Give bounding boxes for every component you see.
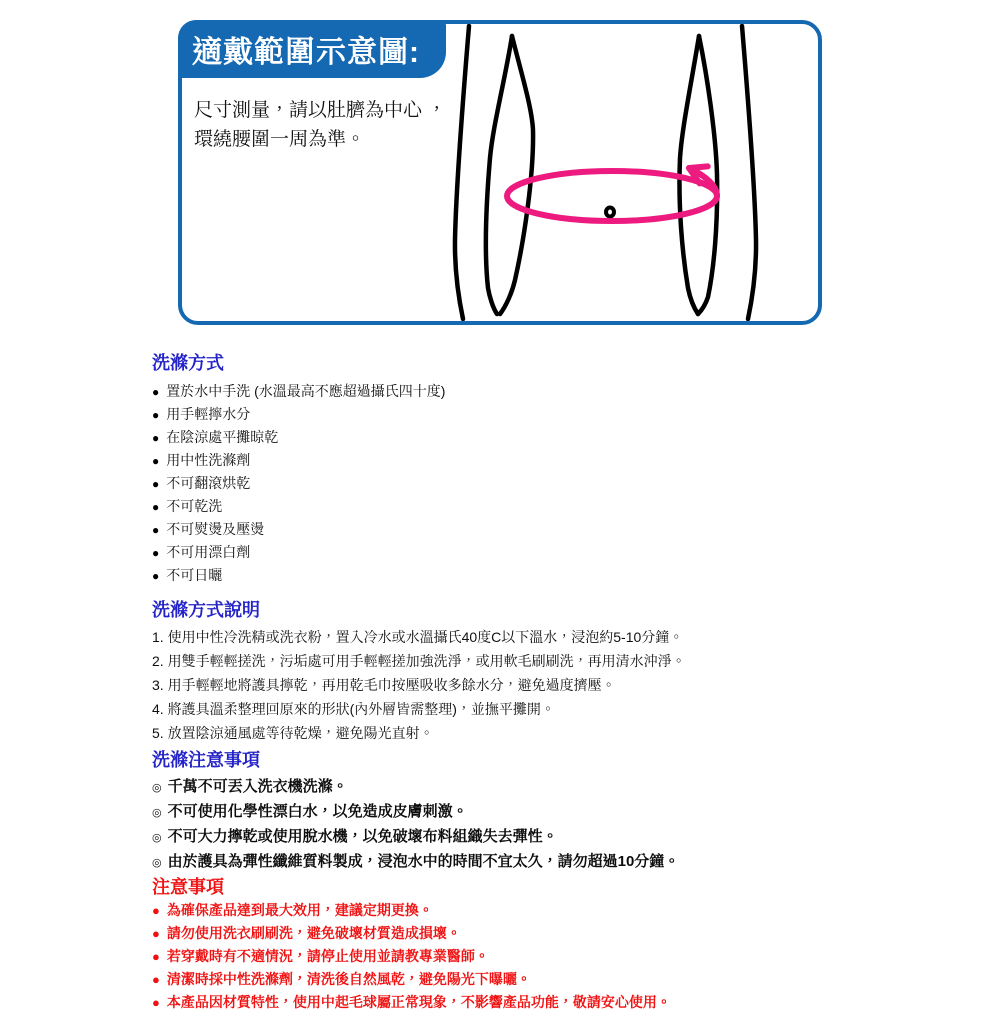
bullet-ring-icon: ◎ xyxy=(152,832,162,844)
section-heading-notices: 注意事項 xyxy=(152,877,224,897)
notices-list xyxy=(152,899,892,1014)
list-item: 5. 放置陰涼通風處等待乾燥，避免陽光直射。 xyxy=(152,725,434,741)
list-item: ● 在陰涼處平攤晾乾 xyxy=(152,426,892,449)
bullet-ring-icon: ◎ xyxy=(152,782,162,794)
list-item: ● 不可熨燙及壓燙 xyxy=(152,518,892,541)
list-item: ● 用手輕擰水分 xyxy=(152,403,892,426)
list-item: ● 為確保產品達到最大效用，建議定期更換。 xyxy=(152,899,892,922)
wash-steps-list xyxy=(152,625,892,745)
list-item: ◎ 不可使用化學性漂白水，以免造成皮膚刺激。 xyxy=(152,800,892,825)
bullet-dot-icon: ● xyxy=(152,477,160,491)
list-item: ● 不可日曬 xyxy=(152,564,892,587)
diagram-description xyxy=(194,96,464,154)
care-instructions xyxy=(152,350,892,1014)
bullet-dot-icon: ● xyxy=(152,408,160,422)
bullet-dot-icon: ● xyxy=(152,995,160,1010)
wash-cautions-list xyxy=(152,775,892,875)
list-item: 4. 將護具溫柔整理回原來的形狀(內外層皆需整理)，並撫平攤開。 xyxy=(152,701,555,717)
list-item: ● 不可乾洗 xyxy=(152,495,892,518)
diagram-title-badge xyxy=(178,20,446,78)
list-item: 1. 使用中性冷洗精或洗衣粉，置入冷水或水溫攝氏40度C以下溫水，浸泡約5-10分鐘。 xyxy=(152,629,684,645)
bullet-dot-icon: ● xyxy=(152,523,160,537)
bullet-dot-icon: ● xyxy=(152,546,160,560)
bullet-dot-icon: ● xyxy=(152,454,160,468)
list-item: ◎ 不可大力擰乾或使用脫水機，以免破壞布料組織失去彈性。 xyxy=(152,825,892,850)
bullet-dot-icon: ● xyxy=(152,500,160,514)
torso-figure-illustration xyxy=(440,24,818,321)
list-item: 2. 用雙手輕輕搓洗，污垢處可用手輕輕搓加強洗淨，或用軟毛刷刷洗，再用清水沖淨。 xyxy=(152,653,686,669)
diagram-title: 適戴範圍示意圖: xyxy=(192,36,420,69)
list-item: ● 本產品因材質特性，使用中起毛球屬正常現象，不影響產品功能，敬請安心使用。 xyxy=(152,991,892,1014)
bullet-ring-icon: ◎ xyxy=(152,857,162,869)
bullet-dot-icon: ● xyxy=(152,926,160,941)
bullet-dot-icon: ● xyxy=(152,385,160,399)
section-heading-wash-cautions: 洗滌注意事項 xyxy=(152,750,260,770)
diagram-description-line1: 尺寸測量，請以肚臍為中心 xyxy=(194,100,423,121)
diagram-description-line2: ，環繞腰圍一周為準。 xyxy=(194,100,447,150)
bullet-dot-icon: ● xyxy=(152,431,160,445)
measurement-diagram-box xyxy=(178,20,822,325)
bullet-dot-icon: ● xyxy=(152,972,160,987)
list-item: ● 用中性洗滌劑 xyxy=(152,449,892,472)
wash-method-list xyxy=(152,380,892,587)
list-item: ◎ 由於護具為彈性纖維質料製成，浸泡水中的時間不宜太久，請勿超過10分鐘。 xyxy=(152,850,892,875)
list-item: ● 清潔時採中性洗滌劑，清洗後自然風乾，避免陽光下曝曬。 xyxy=(152,968,892,991)
list-item: ● 不可翻滾烘乾 xyxy=(152,472,892,495)
section-heading-wash-steps: 洗滌方式說明 xyxy=(152,600,260,620)
bullet-dot-icon: ● xyxy=(152,903,160,918)
list-item: ◎ 千萬不可丟入洗衣機洗滌。 xyxy=(152,775,892,800)
list-item: ● 置於水中手洗 (水溫最高不應超過攝氏四十度) xyxy=(152,380,892,403)
list-item: 3. 用手輕輕地將護具擰乾，再用乾毛巾按壓吸收多餘水分，避免過度擠壓。 xyxy=(152,677,616,693)
bullet-ring-icon: ◎ xyxy=(152,807,162,819)
list-item: ● 不可用漂白劑 xyxy=(152,541,892,564)
list-item: ● 請勿使用洗衣刷刷洗，避免破壞材質造成損壞。 xyxy=(152,922,892,945)
bullet-dot-icon: ● xyxy=(152,569,160,583)
section-heading-wash-method: 洗滌方式 xyxy=(152,353,224,373)
navel-dot xyxy=(606,208,614,217)
bullet-dot-icon: ● xyxy=(152,949,160,964)
list-item: ● 若穿戴時有不適情況，請停止使用並請教專業醫師。 xyxy=(152,945,892,968)
